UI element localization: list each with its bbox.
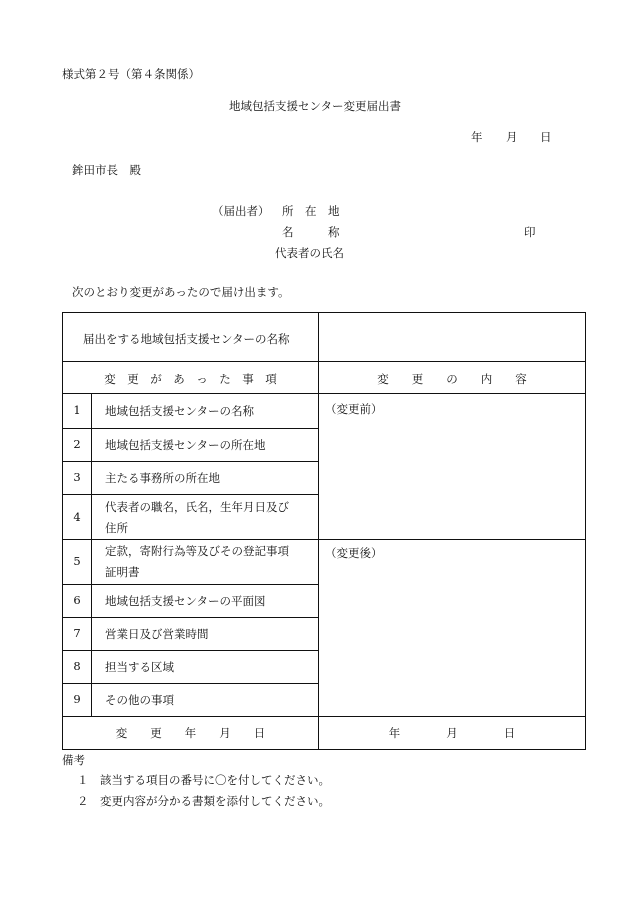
applicant-label: （届出者） <box>212 204 270 218</box>
item-label-line2: 住所 <box>105 521 128 535</box>
item-number: 3 <box>73 470 81 484</box>
addressee: 鉾田市長 殿 <box>72 163 141 177</box>
header-changed-items: 変 更 が あ っ た 事 項 <box>104 372 277 386</box>
item-label: 地域包括支援センターの平面図 <box>105 594 266 608</box>
item-number: 8 <box>73 659 81 673</box>
date-month-label: 月 <box>506 130 518 144</box>
item-label: 地域包括支援センターの所在地 <box>105 438 266 452</box>
item-number: 1 <box>73 403 81 417</box>
name-label: 名 称 <box>282 225 340 239</box>
intro-text: 次のとおり変更があったので届け出ます。 <box>72 285 290 299</box>
date-day-label: 日 <box>540 130 552 144</box>
item-label: 主たる事務所の所在地 <box>105 471 220 485</box>
item-number: 9 <box>73 692 81 706</box>
item-number: 5 <box>73 554 81 568</box>
center-name-label: 届出をする地域包括支援センターの名称 <box>83 332 290 346</box>
item-number: 2 <box>73 437 81 451</box>
item-number: 7 <box>73 626 81 640</box>
before-change-label: （変更前） <box>325 402 383 416</box>
item-label: 担当する区域 <box>105 660 174 674</box>
note-item: １ 該当する項目の番号に〇を付してください。 <box>77 773 330 787</box>
header-change-content: 変 更 の 内 容 <box>377 372 527 386</box>
item-label: その他の事項 <box>105 693 174 707</box>
address-label: 所 在 地 <box>282 204 340 218</box>
item-label-line1: 代表者の職名，氏名，生年月日及び <box>105 500 289 514</box>
date-year-label: 年 <box>471 130 483 144</box>
item-label: 地域包括支援センターの名称 <box>105 404 255 418</box>
after-change-label: （変更後） <box>325 546 383 560</box>
item-label-line2: 証明書 <box>105 565 140 579</box>
item-number: 4 <box>73 510 81 524</box>
note-item: ２ 変更内容が分かる書類を添付してください。 <box>77 794 330 808</box>
change-form-table <box>62 312 586 750</box>
seal-mark: 印 <box>524 225 536 239</box>
change-date-label: 変 更 年 月 日 <box>115 726 266 740</box>
notes-title: 備考 <box>62 753 85 767</box>
item-number: 6 <box>73 593 81 607</box>
form-number: 様式第２号（第４条関係） <box>62 67 200 81</box>
change-date-value: 年 月 日 <box>388 726 516 740</box>
document-title: 地域包括支援センター変更届出書 <box>228 99 402 113</box>
representative-label: 代表者の氏名 <box>275 246 344 260</box>
item-label-line1: 定款，寄附行為等及びその登記事項 <box>105 544 289 558</box>
item-label: 営業日及び営業時間 <box>105 627 209 641</box>
